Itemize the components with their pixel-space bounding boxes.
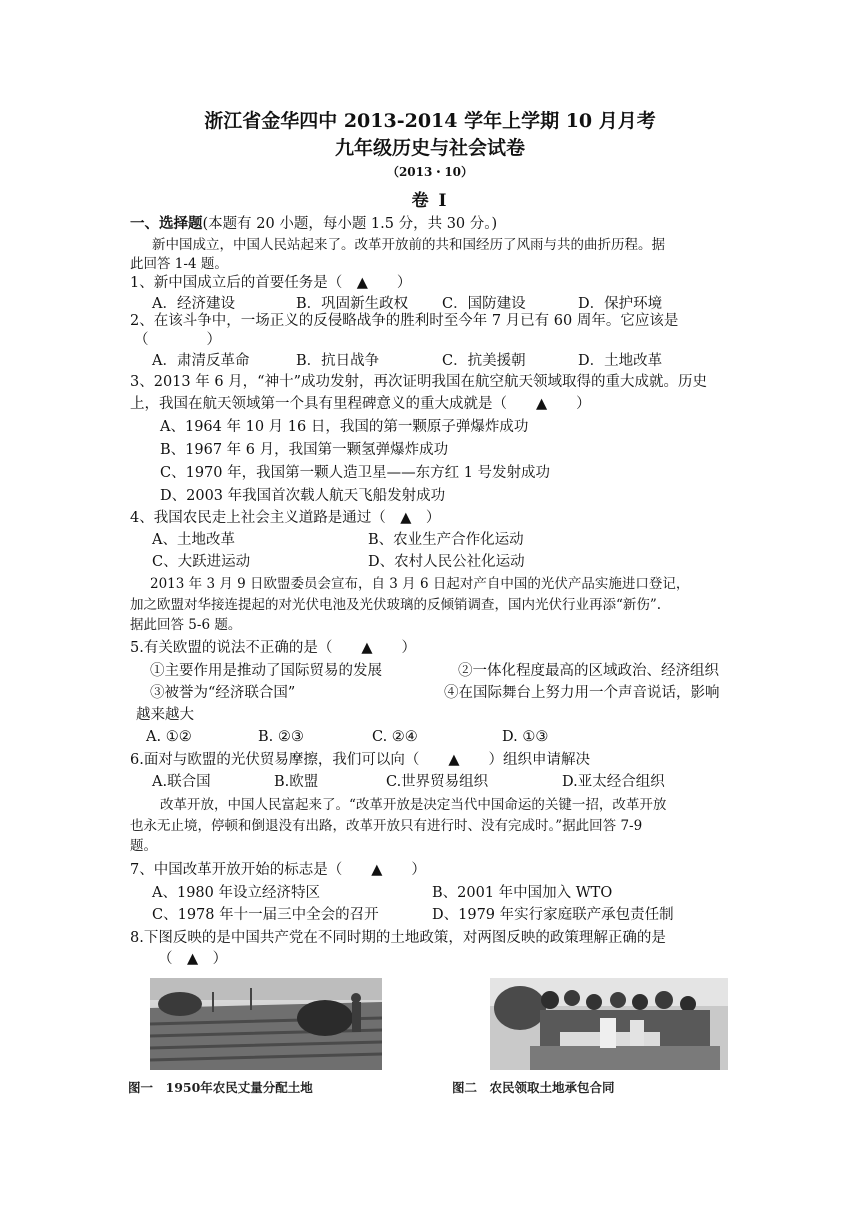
- question-4-stem: 4、我国农民走上社会主义道路是通过（ ▲ ）: [130, 510, 441, 526]
- question-5-option-b: B. ②③: [258, 729, 304, 745]
- question-4-option-b: B、农业生产合作化运动: [368, 532, 524, 548]
- question-2-option-d: D．土地改革: [578, 353, 663, 369]
- question-6-option-d: D.亚太经合组织: [562, 774, 665, 790]
- question-5-item-2: ②一体化程度最高的区域政治、经济组织: [458, 663, 719, 679]
- question-2-stem-2: （ ）: [134, 332, 221, 348]
- question-7-option-c: C、1978 年十一届三中全会的召开: [152, 907, 379, 923]
- question-1-stem: 1、新中国成立后的首要任务是（ ▲ ）: [130, 275, 412, 291]
- figure-1-caption: 图一 1950年农民丈量分配土地: [128, 1080, 313, 1095]
- question-7-option-d: D、1979 年实行家庭联产承包责任制: [432, 907, 674, 923]
- question-6-stem: 6.面对与欧盟的光伏贸易摩擦，我们可以向（ ▲ ）组织申请解决: [130, 752, 590, 768]
- question-1-option-d: D．保护环境: [578, 296, 663, 312]
- intro-1-line-2: 此回答 1-4 题。: [130, 256, 228, 272]
- intro-1-line-1: 新中国成立，中国人民站起来了。改革开放前的共和国经历了风雨与共的曲折历程。据: [152, 237, 665, 253]
- question-5-stem: 5.有关欧盟的说法不正确的是（ ▲ ）: [130, 640, 416, 656]
- question-2-option-a: A．肃清反革命: [152, 353, 250, 369]
- intro-2-line-2: 加之欧盟对华接连提起的对光伏电池及光伏玻璃的反倾销调查，国内光伏行业再添“新伤”.: [130, 597, 662, 613]
- field-measuring-illustration: [150, 978, 382, 1070]
- question-3-option-c: C、1970 年，我国第一颗人造卫星——东方红 1 号发射成功: [160, 465, 551, 481]
- question-2-option-b: B．抗日战争: [296, 353, 380, 369]
- question-3-option-b: B、1967 年 6 月，我国第一颗氢弹爆炸成功: [160, 442, 449, 458]
- figure-2-photo: [490, 978, 728, 1070]
- question-1-option-a: A．经济建设: [152, 296, 235, 312]
- section-note: (本题有 20 小题，每小题 1.5 分，共 30 分。): [202, 216, 498, 232]
- question-4-option-a: A、土地改革: [152, 532, 235, 548]
- volume-label: 卷 Ⅰ: [411, 191, 449, 211]
- question-5-option-a: A. ①②: [146, 729, 192, 745]
- question-6-option-c: C.世界贸易组织: [386, 774, 489, 790]
- question-6-option-b: B.欧盟: [274, 774, 319, 790]
- question-5-option-d: D. ①③: [502, 729, 549, 745]
- question-7-option-a: A、1980 年设立经济特区: [152, 885, 320, 901]
- question-3-option-d: D、2003 年我国首次载人航天飞船发射成功: [160, 488, 446, 504]
- question-1-option-b: B．巩固新生政权: [296, 296, 409, 312]
- figure-1-photo: [150, 978, 382, 1070]
- exam-title: 浙江省金华四中 2013-2014 学年上学期 10 月月考: [204, 110, 656, 132]
- question-4-option-c: C、大跃进运动: [152, 554, 251, 570]
- question-3-stem-2: 上，我国在航天领域第一个具有里程碑意义的重大成就是（ ▲ ）: [130, 396, 591, 412]
- question-7-option-b: B、2001 年中国加入 WTO: [432, 885, 613, 901]
- question-3-stem-1: 3、2013 年 6 月，“神十”成功发射，再次证明我国在航空航天领域取得的重大成就。历史: [130, 374, 708, 390]
- question-8-stem-2: （ ▲ ）: [158, 951, 228, 967]
- question-5-item-4: ④在国际舞台上努力用一个声音说话，影响: [444, 685, 720, 701]
- exam-date: （2013・10）: [386, 165, 474, 179]
- intro-3-line-1: 改革开放，中国人民富起来了。“改革开放是决定当代中国命运的关键一招，改革开放: [160, 797, 667, 813]
- intro-2-line-1: 2013 年 3 月 9 日欧盟委员会宣布，自 3 月 6 日起对产自中国的光伏产品实施进口登记，: [150, 576, 690, 592]
- contract-receiving-illustration: [490, 978, 728, 1070]
- section-heading: [130, 214, 497, 234]
- figure-2-caption: 图二 农民领取土地承包合同: [452, 1080, 615, 1095]
- question-5-option-c: C. ②④: [372, 729, 418, 745]
- question-3-option-a: A、1964 年 10 月 16 日，我国的第一颗原子弹爆炸成功: [160, 419, 529, 435]
- intro-3-line-3: 题。: [130, 838, 157, 854]
- question-5-item-3: ③被誉为“经济联合国”: [150, 685, 296, 701]
- intro-2-line-3: 据此回答 5-6 题。: [130, 617, 242, 633]
- question-8-stem-1: 8.下图反映的是中国共产党在不同时期的土地政策，对两图反映的政策理解正确的是: [130, 930, 666, 946]
- question-6-option-a: A.联合国: [152, 774, 211, 790]
- question-5-item-1: ①主要作用是推动了国际贸易的发展: [150, 663, 382, 679]
- section-title: 一、选择题: [130, 215, 203, 232]
- question-2-option-c: C．抗美援朝: [442, 353, 526, 369]
- question-1-option-c: C．国防建设: [442, 296, 526, 312]
- intro-3-line-2: 也永无止境，停顿和倒退没有出路，改革开放只有进行时、没有完成时。”据此回答 7-9: [130, 818, 643, 834]
- question-7-stem: 7、中国改革开放开始的标志是（ ▲ ）: [130, 862, 426, 878]
- question-5-item-4-cont: 越来越大: [136, 707, 194, 723]
- exam-subtitle: 九年级历史与社会试卷: [334, 137, 525, 159]
- question-4-option-d: D、农村人民公社化运动: [368, 554, 525, 570]
- question-2-stem-1: 2、在该斗争中，一场正义的反侵略战争的胜利时至今年 7 月已有 60 周年。它应该是: [130, 313, 679, 329]
